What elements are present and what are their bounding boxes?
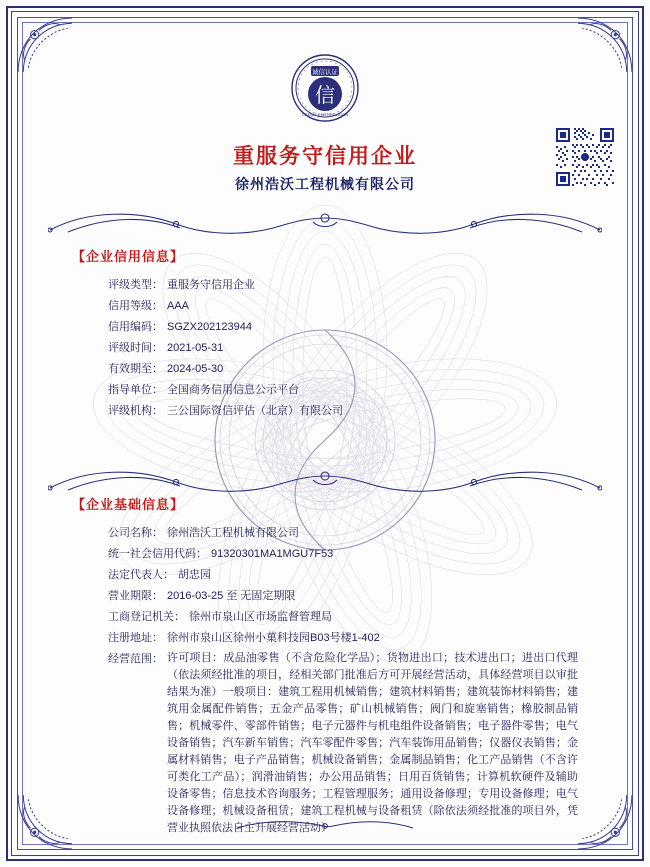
row-label: 工商登记机关：: [108, 611, 185, 623]
row-value: 徐州市泉山区徐州小菓科技园B03号楼1-402: [167, 632, 380, 644]
row-label: 经营范围：: [108, 653, 163, 665]
table-row: [108, 608, 578, 627]
row-value: 91320301MA1MGU7F53: [211, 548, 334, 560]
row-label: 评级机构：: [108, 405, 163, 417]
row-label: 注册地址：: [108, 632, 163, 644]
table-row: [108, 524, 578, 543]
row-label: 统一社会信用代码：: [108, 548, 207, 560]
row-label: 营业期限：: [108, 590, 163, 602]
row-value: 2021-05-31: [167, 342, 224, 354]
row-value: 重服务守信用企业: [167, 279, 255, 291]
table-row: [108, 381, 578, 400]
row-value: 全国商务信用信息公示平台: [167, 384, 299, 396]
section-heading-basic-info: 【企业基础信息】: [72, 497, 185, 512]
row-value: 许可项目：成品油零售（不含危险化学品）；货物进出口；技术进出口；进出口代理（依法须经批准的项目，经相关部门批准后方可开展经营活动，具体经营项目以审批结果为准）一般项目：建筑工程用机械销售；建筑材料销售；建筑装饰材料销售；建筑用金属配件销售；五金产品零售；矿山机械销售；阀门和旋塞销售；橡胶制品销售；机械零件、零部件销售；电子元器件与机电组件设备销售；电子器件零售；电气设备销售；汽车新车销售；汽车零配件零售；汽车装饰用品销售；仪器仪表销售；金属材料销售；电子产品销售；机械设备销售；金属制品销售；化工产品销售（不含许可类化工产品）；润滑油销售；办公用品销售；日用百货销售；计算机软硬件及辅助设备零售；信息技术咨询服务；工程管理服务；通用设备修理；专用设备修理；电气设备修理；机械设备租赁；建筑工程机械与设备租赁（除依法须经批准的项目外，凭营业执照依法自主开展经营活动）: [167, 652, 578, 834]
certificate-title: 重服务守信用企业: [233, 145, 417, 168]
certification-seal-icon: [289, 52, 361, 124]
row-value: 胡忠园: [178, 569, 211, 581]
table-row: [108, 566, 578, 585]
table-row: [108, 276, 578, 295]
table-row: [108, 297, 578, 316]
table-row: [108, 339, 578, 358]
table-row: [108, 318, 578, 337]
section-heading-credit-info: 【企业信用信息】: [72, 249, 185, 264]
table-row: [108, 360, 578, 379]
row-label: 公司名称：: [108, 527, 163, 539]
row-value: 三公国际资信评估（北京）有限公司: [167, 405, 343, 417]
divider-ornament-top: [48, 208, 602, 242]
table-row: [108, 587, 578, 606]
svg-text:CREDIT CERTIFICATION: CREDIT CERTIFICATION: [301, 112, 349, 117]
row-value: 2024-05-30: [167, 363, 224, 375]
company-name-title: 徐州浩沃工程机械有限公司: [235, 176, 415, 192]
table-row: [108, 629, 578, 648]
row-label: 评级时间：: [108, 342, 163, 354]
row-label: 评级类型：: [108, 279, 163, 291]
row-label: 信用等级：: [108, 300, 163, 312]
bottom-ornament: [0, 818, 650, 839]
row-label: 法定代表人：: [108, 569, 174, 581]
seal-container: [0, 52, 650, 124]
table-row: [108, 402, 578, 421]
row-value: SGZX202123944: [167, 321, 253, 333]
row-label: 信用编码：: [108, 321, 163, 333]
table-row-business-scope: [108, 650, 578, 837]
row-label: 指导单位：: [108, 384, 163, 396]
credit-info-table: [108, 276, 578, 423]
row-label: 有效期至：: [108, 363, 163, 375]
basic-info-table: [108, 524, 578, 839]
svg-text:信: 信: [315, 85, 335, 107]
row-value: AAA: [167, 300, 190, 312]
svg-text:诚信认证: 诚信认证: [312, 69, 338, 76]
table-row: [108, 545, 578, 564]
row-value: 2016-03-25 至 无固定期限: [167, 590, 296, 602]
row-value: 徐州浩沃工程机械有限公司: [167, 527, 299, 539]
row-value: 徐州市泉山区市场监督管理局: [189, 611, 332, 623]
